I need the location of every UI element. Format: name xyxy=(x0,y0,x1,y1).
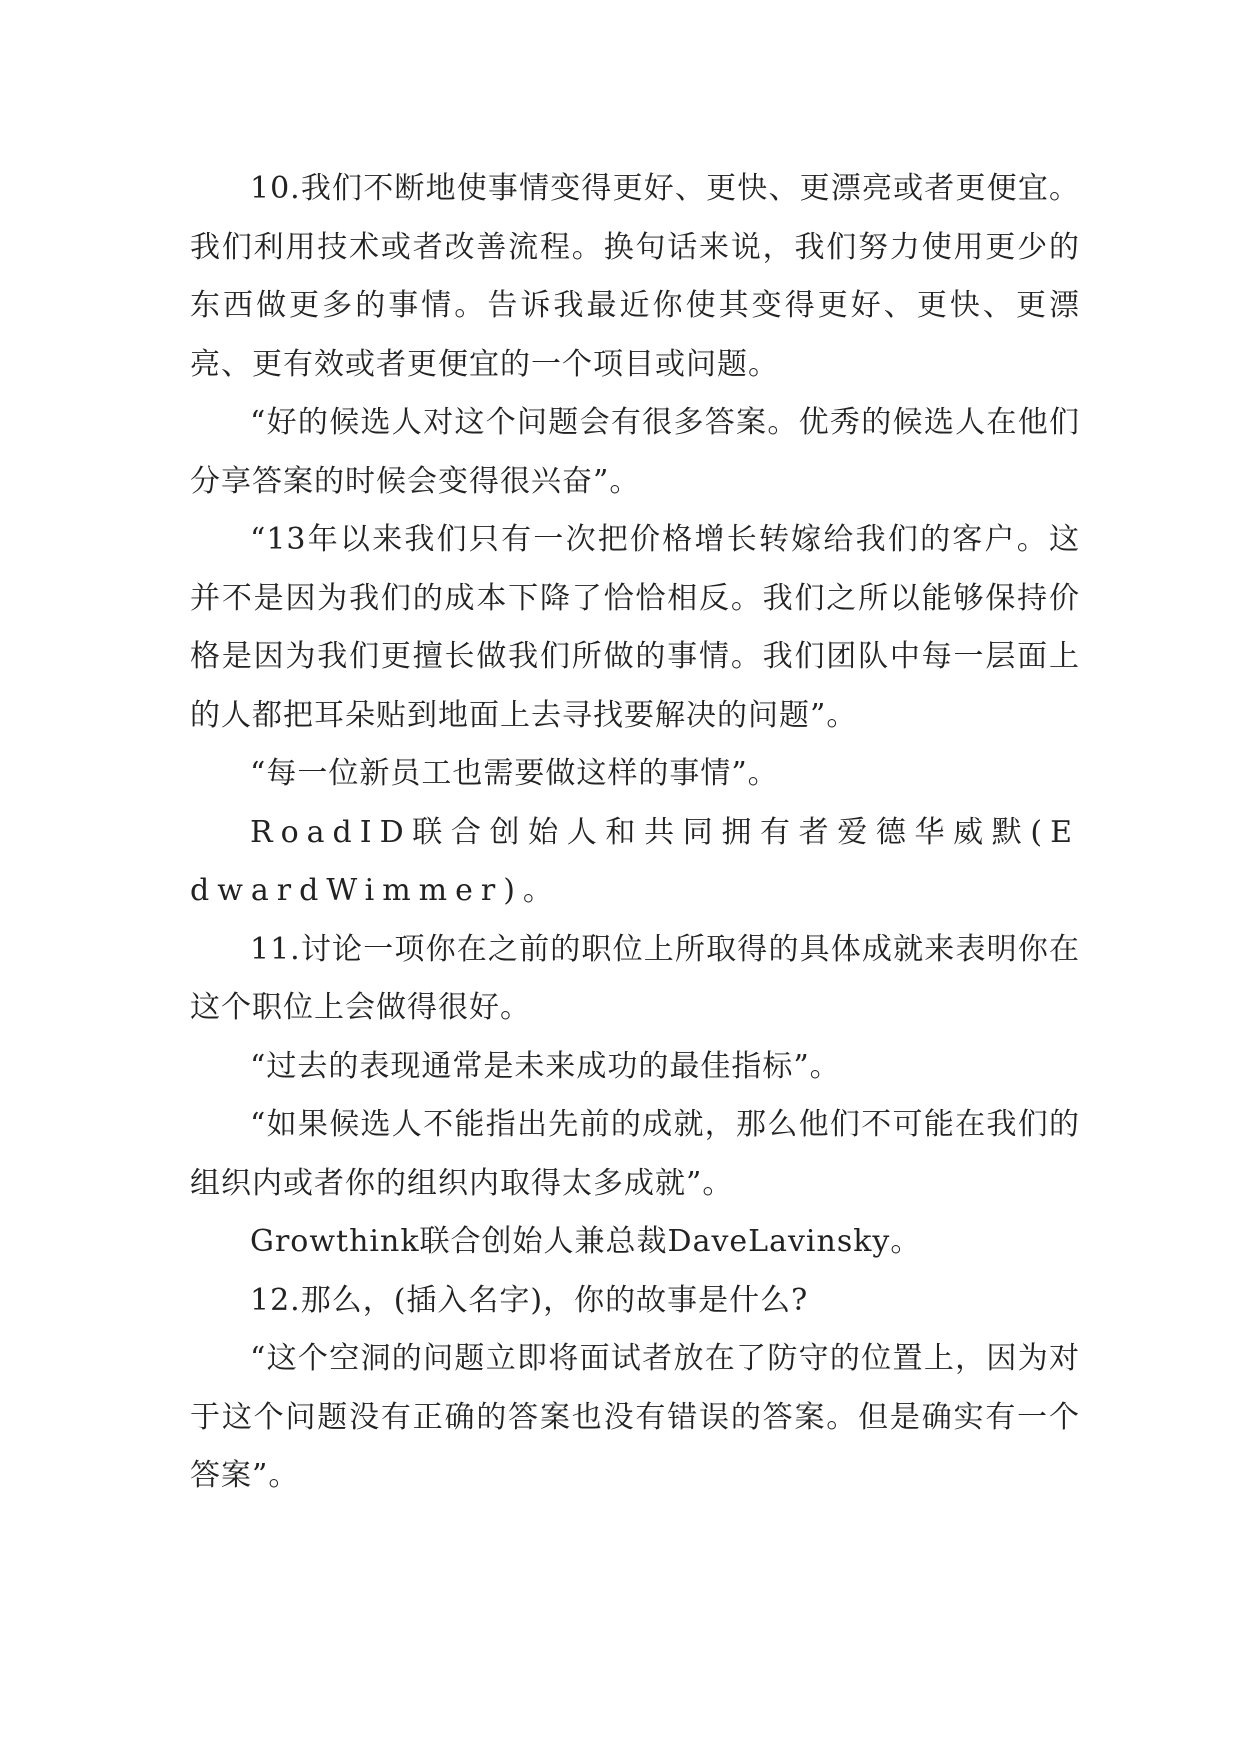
paragraph-quote-empty-question: “这个空洞的问题立即将面试者放在了防守的位置上，因为对于这个问题没有正确的答案也没有错误的答案。但是确实有一个答案”。 xyxy=(190,1341,1080,1493)
paragraph-attribution-growthink: Growthink联合创始人兼总裁DaveLavinsky。 xyxy=(250,1224,922,1259)
paragraph-quote-good-candidates: “好的候选人对这个问题会有很多答案。优秀的候选人在他们分享答案的时候会变得很兴奋”。 xyxy=(190,405,1080,499)
paragraph-quote-new-employee: “每一位新员工也需要做这样的事情”。 xyxy=(250,756,779,791)
document-body xyxy=(190,160,1080,1506)
paragraph-question-11: 11.讨论一项你在之前的职位上所取得的具体成就来表明你在这个职位上会做得很好。 xyxy=(190,931,1080,1025)
paragraph-quote-prior-achievements: “如果候选人不能指出先前的成就，那么他们不可能在我们的组织内或者你的组织内取得太多成就”。 xyxy=(190,1107,1080,1201)
paragraph-question-12: 12.那么，(插入名字)，你的故事是什么? xyxy=(250,1282,809,1318)
paragraph-quote-price-increase: “13年以来我们只有一次把价格增长转嫁给我们的客户。这并不是因为我们的成本下降了恰恰相反。我们之所以能够保持价格是因为我们更擅长做我们所做的事情。我们团队中每一层面上的人都把耳朵贴到地面上去寻找要解决的问题”。 xyxy=(190,522,1080,733)
paragraph-quote-past-performance: “过去的表现通常是未来成功的最佳指标”。 xyxy=(250,1048,841,1084)
paragraph-attribution-roadid: RoadID联合创始人和共同拥有者爱德华威默(EdwardWimmer)。 xyxy=(190,814,1080,908)
paragraph-question-10: 10.我们不断地使事情变得更好、更快、更漂亮或者更便宜。我们利用技术或者改善流程。换句话来说，我们努力使用更少的东西做更多的事情。告诉我最近你使其变得更好、更快、更漂亮、更有效或者更便宜的一个项目或问题。 xyxy=(190,171,1080,382)
